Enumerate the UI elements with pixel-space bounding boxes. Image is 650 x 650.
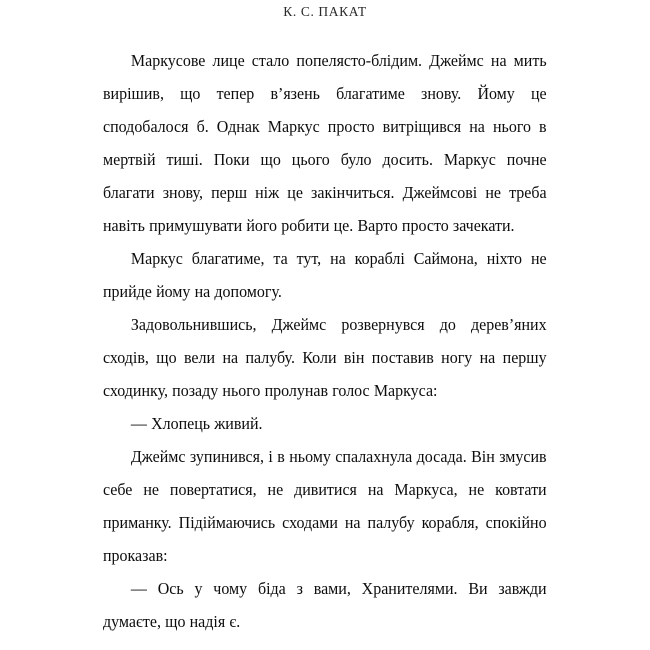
paragraph: Маркус благатиме, та тут, на кораблі Саймона, ніхто не прийде йому на допомогу.: [103, 249, 547, 301]
dialogue-paragraph: — Хлопець живий.: [130, 414, 263, 433]
running-header: К. С. ПАКАТ: [283, 4, 367, 19]
paragraph: Маркусове лице стало попелясто-блідим. Джеймс на мить вирішив, що тепер в’язень благатиме знову. Йому це сподобалося б. Однак Маркус просто витріщився на нього в мертвій тиші. Поки що цього було досить. Маркус почне благати знову, перш ніж це закінчиться. Джеймсові не треба навіть примушувати його робити це. Варто просто зачекати.: [103, 51, 547, 235]
paragraph: Джеймс зупинився, і в ньому спалахнула досада. Він змусив себе не повертатися, не дивитися на Маркуса, не ковтати приманку. Підіймаючись сходами на палубу корабля, спокійно проказав:: [103, 447, 547, 565]
dialogue-paragraph: — Ось у чому біда з вами, Хранителями. Ви завжди думаєте, що надія є.: [103, 579, 547, 631]
body-text-block: [103, 44, 547, 638]
paragraph: Задовольнившись, Джеймс розвернувся до дерев’яних сходів, що вели на палубу. Коли він поставив ногу на першу сходинку, позаду нього пролунав голос Маркуса:: [103, 315, 547, 400]
